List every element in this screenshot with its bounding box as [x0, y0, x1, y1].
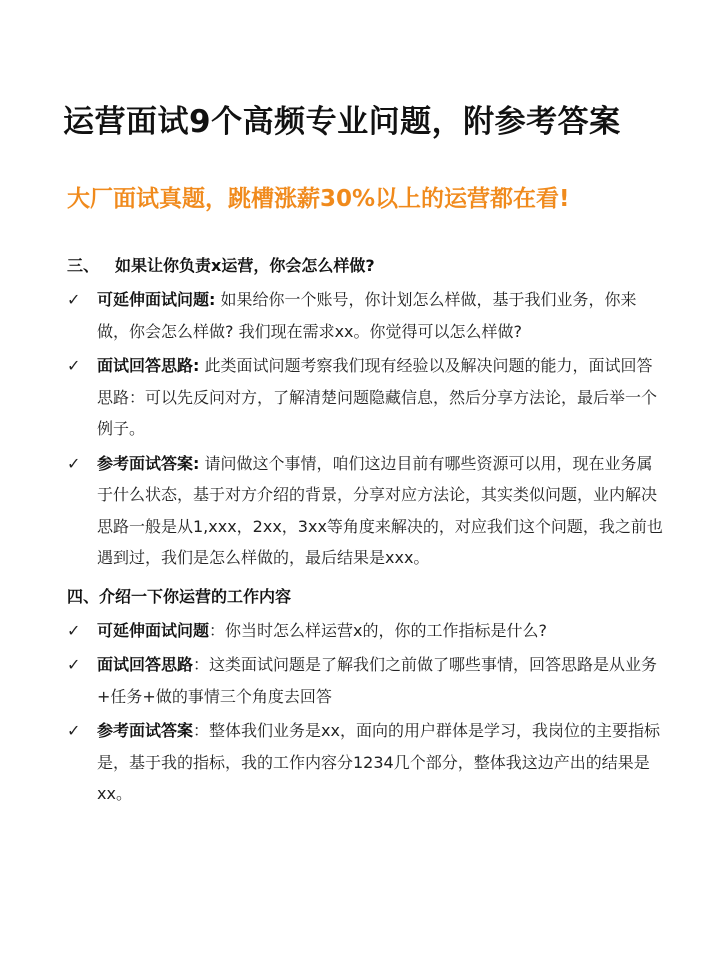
item-label: 面试回答思路	[97, 655, 194, 674]
check-icon: ✓	[67, 620, 81, 640]
check-icon: ✓	[67, 721, 81, 740]
page-subtitle: 大厂面试真题，跳槽涨薪30%以上的运营都在看!	[67, 186, 570, 212]
check-icon: ✓	[67, 290, 81, 309]
item-text: ：这类面试问题是了解我们之前做了哪些事情，回答思路是从业务+任务+做的事情三个角度去回答	[97, 655, 658, 706]
check-icon: ✓	[67, 356, 81, 375]
item-text: ：整体我们业务是xx，面向的用户群体是学习，我岗位的主要指标是，基于我的指标，我的工作内容分1234几个部分，整体我这边产出的结果是xx。	[97, 721, 660, 803]
list-item	[67, 448, 667, 574]
item-label: 面试回答思路:	[97, 356, 200, 375]
list-item	[67, 715, 667, 810]
item-text: 如果给你一个账号，你计划怎么样做，基于我们业务，你来做，你会怎么样做? 我们现在需求xx。你觉得可以怎么样做?	[97, 290, 637, 341]
list-item	[67, 284, 667, 347]
item-label: 参考面试答案	[97, 721, 194, 740]
content	[67, 251, 667, 810]
list-item	[67, 350, 667, 445]
list-item	[67, 649, 667, 712]
list-item	[67, 615, 667, 647]
item-text: ：你当时怎么样运营x的，你的工作指标是什么?	[209, 620, 547, 640]
item-label: 可延伸面试问题	[97, 620, 210, 640]
section-title: 如果让你负责x运营，你会怎么样做?	[115, 256, 375, 275]
section-heading	[67, 251, 667, 281]
item-text: 此类面试问题考察我们现有经验以及解决问题的能力，面试回答思路：可以先反问对方，了解清楚问题隐藏信息，然后分享方法论，最后举一个例子。	[97, 356, 658, 438]
item-label: 参考面试答案:	[97, 453, 200, 473]
section-number: 三、	[67, 256, 100, 275]
check-icon: ✓	[67, 655, 81, 674]
item-label: 可延伸面试问题:	[97, 290, 216, 309]
section-heading	[67, 582, 667, 612]
section-title: 介绍一下你运营的工作内容	[99, 586, 292, 606]
section-number: 四、	[67, 586, 100, 606]
page-title: 运营面试9个高频专业问题，附参考答案	[63, 104, 621, 140]
item-text: 请问做这个事情，咱们这边目前有哪些资源可以用，现在业务属于什么状态，基于对方介绍的背景，分享对应方法论，其实类似问题，业内解决思路一般是从1,xxx，2xx，3xx等角度来解决的，对应我们这个问题，我之前也遇到过，我们是怎么样做的，最后结果是xxx。	[97, 453, 663, 567]
check-icon: ✓	[67, 453, 81, 473]
